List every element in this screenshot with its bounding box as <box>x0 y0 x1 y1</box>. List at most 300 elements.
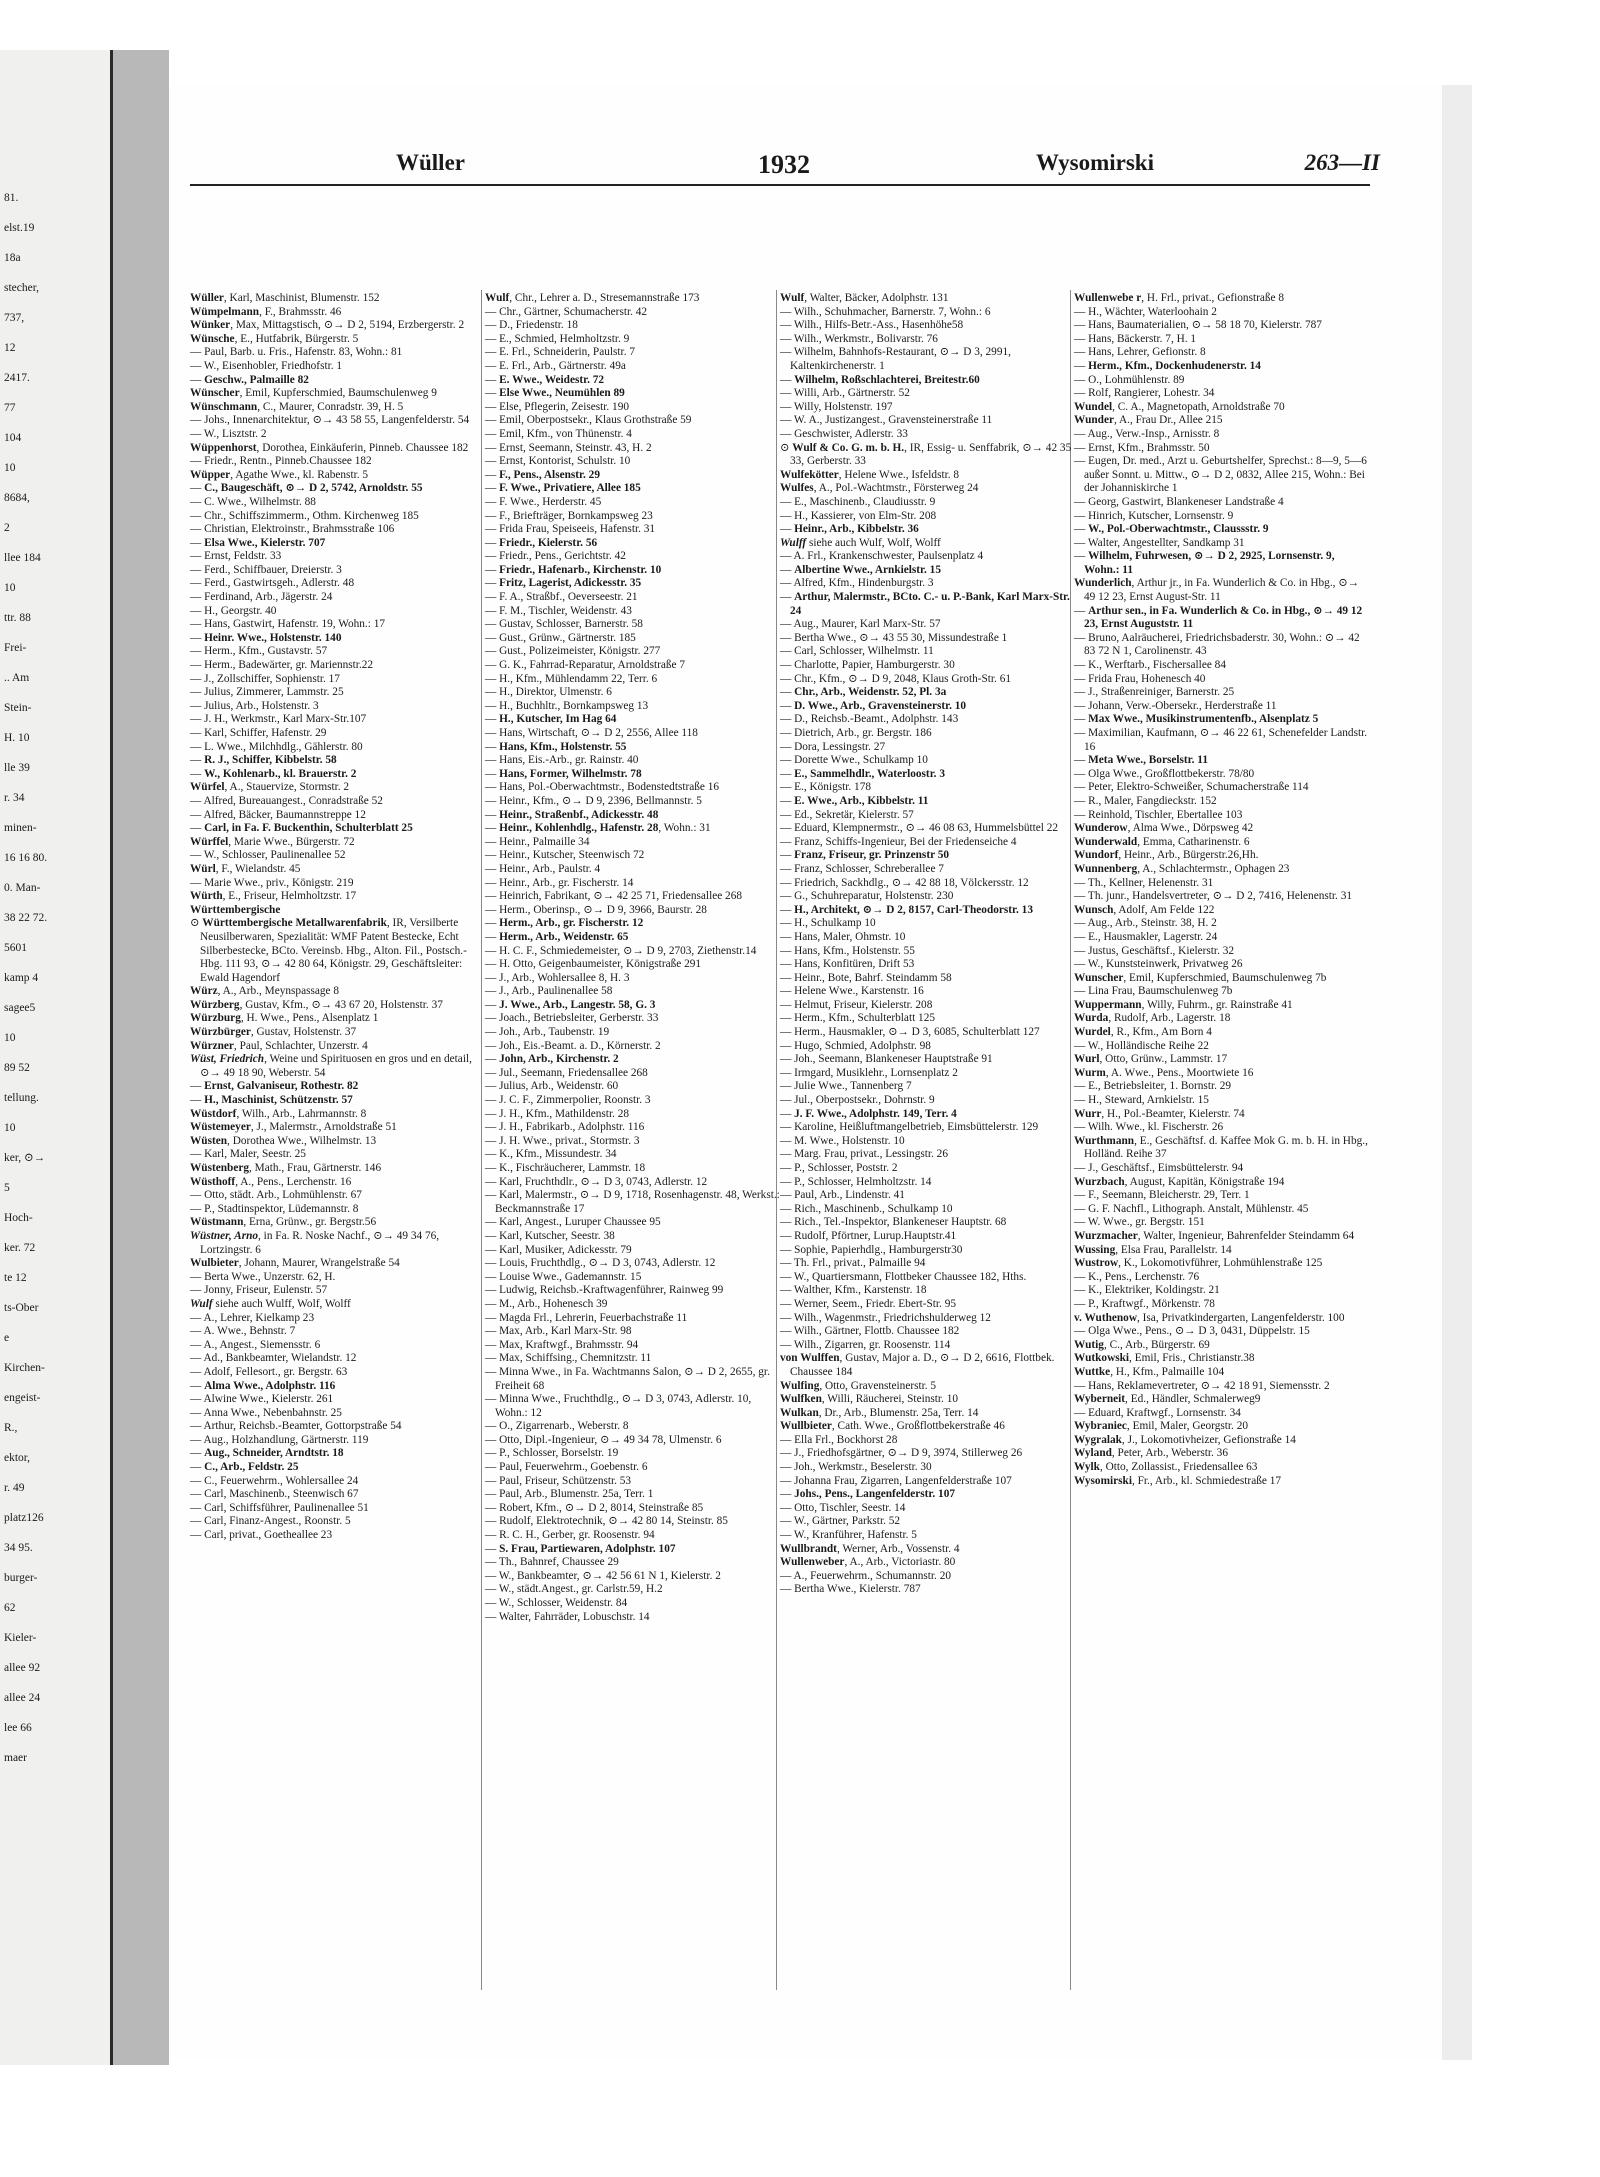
directory-entry: — Olga Wwe., Pens., ⊙→ D 3, 0431, Düppelstr. 15 <box>1074 1325 1310 1338</box>
previous-page-fragment: platz126 <box>4 1512 44 1524</box>
directory-entry: — Joach., Betriebsleiter, Gerberstr. 33 <box>485 1012 659 1025</box>
directory-entry: — R., Maler, Fangdieckstr. 152 <box>1074 794 1217 807</box>
directory-entry: — Lina Frau, Baumschulenweg 7b <box>1074 985 1233 998</box>
directory-entry: — Magda Frl., Lehrerin, Feuerbachstraße 11 <box>485 1311 688 1324</box>
directory-entry: — W., Pol.-Oberwachtmstr., Claussstr. 9 <box>1074 523 1269 536</box>
directory-entry: — Heinr., Kutscher, Steenwisch 72 <box>485 849 645 862</box>
previous-page-fragment: sagee5 <box>4 1002 36 1014</box>
previous-page-fragment: ektor, <box>4 1452 31 1464</box>
directory-entry: Wybraniec, Emil, Maler, Georgstr. 20 <box>1074 1420 1248 1433</box>
directory-entry: Wümpelmann, F., Brahmsstr. 46 <box>190 305 342 318</box>
directory-entry: — Dorette Wwe., Schulkamp 10 <box>780 754 928 767</box>
directory-entry: Würzburg, H. Wwe., Pens., Alsenplatz 1 <box>190 1012 379 1025</box>
directory-entry: — K., Elektriker, Koldingstr. 21 <box>1074 1284 1220 1297</box>
previous-page-fragment: ts-Ober <box>4 1302 39 1314</box>
directory-entry: — Herm., Hausmakler, ⊙→ D 3, 6085, Schulterblatt 127 <box>780 1026 1040 1039</box>
directory-entry: — Herm., Kfm., Dockenhudenerstr. 14 <box>1074 359 1261 372</box>
directory-entry: Wurl, Otto, Grünw., Lammstr. 17 <box>1074 1053 1228 1066</box>
directory-entry: — Carl, Finanz-Angest., Roonstr. 5 <box>190 1515 351 1528</box>
directory-entry: — Otto, städt. Arb., Lohmühlenstr. 67 <box>190 1189 362 1202</box>
directory-entry: — Wilh. Wwe., kl. Fischerstr. 26 <box>1074 1121 1224 1134</box>
previous-page-fragment: llee 184 <box>4 552 41 564</box>
directory-entry: Wyland, Peter, Arb., Weberstr. 36 <box>1074 1447 1228 1460</box>
directory-entry: — Heinr., Arb., gr. Fischerstr. 14 <box>485 876 634 889</box>
directory-entry: — Louise Wwe., Gademannstr. 15 <box>485 1270 642 1283</box>
directory-entry: — Johs., Innenarchitektur, ⊙→ 43 58 55, Langenfelderstr. 54 <box>190 414 470 427</box>
directory-column-4 <box>1074 292 1370 1488</box>
directory-entry: — Wilh., Gärtner, Flottb. Chaussee 182 <box>780 1325 960 1338</box>
previous-page-fragment: 12 <box>4 342 16 354</box>
directory-entry: — Georg, Gastwirt, Blankeneser Landstraße 4 <box>1074 495 1284 508</box>
previous-page-fragment: Frei- <box>4 642 27 654</box>
previous-page-fragment: maer <box>4 1752 27 1764</box>
directory-entry: — Ferd., Schiffbauer, Dreierstr. 3 <box>190 563 342 576</box>
directory-entry: — Walter, Fahrräder, Lobuschstr. 14 <box>485 1610 650 1623</box>
directory-entry: — J. H., Fabrikarb., Adolphstr. 116 <box>485 1121 645 1134</box>
directory-entry: — R. J., Schiffer, Kibbelstr. 58 <box>190 754 337 767</box>
directory-entry: Wuttke, H., Kfm., Palmaille 104 <box>1074 1365 1225 1378</box>
directory-entry: — H., Buchhltr., Bornkampsweg 13 <box>485 699 649 712</box>
directory-entry: — Max, Kraftwgf., Brahmsstr. 94 <box>485 1338 639 1351</box>
directory-entry: — Olga Wwe., Großflottbekerstr. 78/80 <box>1074 767 1255 780</box>
previous-page-fragment: Kirchen- <box>4 1362 45 1374</box>
directory-entry: — C., Arb., Feldstr. 25 <box>190 1461 299 1474</box>
directory-entry: — Chr., Arb., Weidenstr. 52, Pl. 3a <box>780 686 947 699</box>
directory-entry: — Franz, Schiffs-Ingenieur, Bei der Friedenseiche 4 <box>780 835 1017 848</box>
directory-entry: — Heinrich, Fabrikant, ⊙→ 42 25 71, Friedensallee 268 <box>485 890 743 903</box>
directory-entry: — Wilh., Hilfs-Betr.-Ass., Hasenhöhe58 <box>780 319 964 332</box>
directory-entry: — Jonny, Friseur, Eulenstr. 57 <box>190 1284 328 1297</box>
directory-entry: — Alfred, Bäcker, Baumannstreppe 12 <box>190 808 366 821</box>
previous-page-fragment: ker, ⊙→ <box>4 1152 46 1164</box>
directory-entry: — Sophie, Papierhdlg., Hamburgerstr30 <box>780 1243 963 1256</box>
directory-entry: Wurdel, R., Kfm., Am Born 4 <box>1074 1026 1212 1039</box>
directory-entry: — Louis, Fruchthdlg., ⊙→ D 3, 0743, Adlerstr. 12 <box>485 1257 716 1270</box>
directory-entry: — J., Arb., Paulinenallee 58 <box>485 985 613 998</box>
directory-entry: — Bruno, Aalräucherei, Friedrichsbaderstr. 30, Wohn.: ⊙→ 42 83 72 N 1, Carolinenstr. 43 <box>1074 631 1360 658</box>
directory-entry: — Karl, Kutscher, Seestr. 38 <box>485 1229 615 1242</box>
directory-entry: — Wilh., Wagenmstr., Friedrichshulderweg 12 <box>780 1311 991 1324</box>
previous-page-fragment: 2 <box>4 522 10 534</box>
directory-entry: — J., Geschäftsf., Eimsbüttelerstr. 94 <box>1074 1162 1244 1174</box>
directory-entry: — H., Wächter, Waterloohain 2 <box>1074 305 1217 318</box>
directory-column-2 <box>485 292 781 1624</box>
page-right-edge <box>1442 85 1472 2060</box>
directory-entry: — D. Wwe., Arb., Gravensteinerstr. 10 <box>780 699 967 712</box>
directory-entry: — E. Wwe., Arb., Kibbelstr. 11 <box>780 794 929 807</box>
directory-entry: — Minna Wwe., Fruchthdlg., ⊙→ D 3, 0743, Adlerstr. 10, Wohn.: 12 <box>485 1393 752 1419</box>
directory-entry: — J., Friedhofsgärtner, ⊙→ D 9, 3974, Stillerweg 26 <box>780 1447 1023 1460</box>
directory-entry: Wulfekötter, Helene Wwe., Isfeldstr. 8 <box>780 468 960 481</box>
directory-entry: — Hans, Wirtschaft, ⊙→ D 2, 2556, Allee 118 <box>485 727 698 739</box>
directory-entry: Wygralak, J., Lokomotivheizer, Gefionstraße 14 <box>1074 1433 1296 1446</box>
directory-entry: — Joh., Arb., Taubenstr. 19 <box>485 1026 610 1039</box>
directory-entry: — Reinhold, Tischler, Ebertallee 103 <box>1074 808 1243 821</box>
directory-entry: Würffel, Marie Wwe., Bürgerstr. 72 <box>190 835 355 848</box>
directory-entry: — Heinr., Palmaille 34 <box>485 835 590 848</box>
directory-entry: Wünker, Max, Mittagstisch, ⊙→ D 2, 5194, Erzbergerstr. 2 <box>190 319 465 332</box>
directory-entry: — D., Friedenstr. 18 <box>485 319 578 332</box>
directory-entry: — Heinr., Arb., Kibbelstr. 36 <box>780 523 919 536</box>
directory-entry: — Chr., Schiffszimmerm., Othm. Kirchenweg 185 <box>190 509 419 522</box>
previous-page-fragment: engeist- <box>4 1392 41 1404</box>
directory-entry: — E., Hausmakler, Lagerstr. 24 <box>1074 930 1218 943</box>
directory-entry: — Arthur, Reichsb.-Beamter, Gottorpstraße 54 <box>190 1420 402 1433</box>
directory-entry: ⊙ Wulf & Co. G. m. b. H., IR, Essig- u. Senffabrik, ⊙→ 42 35 33, Gerberstr. 33 <box>780 441 1072 468</box>
previous-page-fragment: 10 <box>4 1122 16 1134</box>
directory-entry: — Frida Frau, Speiseeis, Hafenstr. 31 <box>485 523 656 536</box>
directory-entry: Wunsch, Adolf, Am Felde 122 <box>1074 903 1215 916</box>
directory-entry: Wüstenberg, Math., Frau, Gärtnerstr. 146 <box>190 1162 382 1174</box>
directory-entry: Wurr, H., Pol.-Beamter, Kielerstr. 74 <box>1074 1107 1245 1120</box>
directory-entry: — Karl, Maler, Seestr. 25 <box>190 1148 306 1161</box>
directory-entry: — Heinr., Kfm., ⊙→ D 9, 2396, Bellmannstr. 5 <box>485 794 702 807</box>
directory-entry: — Herm., Badewärter, gr. Mariennstr.22 <box>190 659 374 672</box>
directory-entry: — E. Frl., Arb., Gärtnerstr. 49a <box>485 359 626 372</box>
directory-entry: — Paul, Feuerwehrm., Goebenstr. 6 <box>485 1461 648 1474</box>
directory-entry: — Alwine Wwe., Kielerstr. 261 <box>190 1393 334 1406</box>
directory-entry: — P., Stadtinspektor, Lüdemannstr. 8 <box>190 1202 359 1215</box>
directory-entry: — Hans, Eis.-Arb., gr. Rainstr. 40 <box>485 754 639 767</box>
directory-entry: — Friedr., Hafenarb., Kirchenstr. 10 <box>485 563 662 576</box>
directory-entry: — Frida Frau, Hohenesch 40 <box>1074 672 1206 685</box>
directory-entry: Württembergische <box>190 903 281 916</box>
directory-entry: Wullenwebe r, H. Frl., privat., Gefionstraße 8 <box>1074 292 1285 304</box>
directory-entry: — Chr., Kfm., ⊙→ D 9, 2048, Klaus Groth-Str. 61 <box>780 672 1012 685</box>
previous-page-fragment: e <box>4 1332 10 1344</box>
directory-entry: Wurm, A. Wwe., Pens., Moortwiete 16 <box>1074 1066 1254 1079</box>
directory-entry: — A., Angest., Siemensstr. 6 <box>190 1338 321 1351</box>
directory-entry: — Heinr., Arb., Paulstr. 4 <box>485 862 601 875</box>
directory-entry: — Wilh., Zigarren, gr. Roosenstr. 114 <box>780 1338 951 1351</box>
directory-entry: — Ernst, Kfm., Brahmsstr. 50 <box>1074 441 1210 454</box>
directory-entry: — Joh., Werkmstr., Beselerstr. 30 <box>780 1461 932 1474</box>
directory-entry: Wutig, C., Arb., Bürgerstr. 69 <box>1074 1338 1210 1351</box>
directory-entry: — Carl, Schiffsführer, Paulinenallee 51 <box>190 1501 369 1514</box>
directory-entry: — W., Kunststeinwerk, Privatweg 26 <box>1074 958 1243 971</box>
directory-entry: Wyberneit, Ed., Händler, Schmalerweg9 <box>1074 1393 1261 1406</box>
directory-entry: — P., Schlosser, Poststr. 2 <box>780 1162 898 1174</box>
directory-entry: — Irmgard, Musiklehr., Lornsenplatz 2 <box>780 1066 958 1079</box>
directory-entry: — E., Maschinenb., Claudiusstr. 9 <box>780 495 936 508</box>
directory-entry: — John, Arb., Kirchenstr. 2 <box>485 1053 619 1066</box>
directory-entry: — W., Eisenhobler, Friedhofstr. 1 <box>190 359 343 372</box>
directory-entry: — S. Frau, Partiewaren, Adolphstr. 107 <box>485 1542 676 1555</box>
directory-entry: Wüller, Karl, Maschinist, Blumenstr. 152 <box>190 292 380 304</box>
directory-entry: Wünschmann, C., Maurer, Conradstr. 39, H. 5 <box>190 400 404 413</box>
directory-entry: — Th., Kellner, Helenenstr. 31 <box>1074 876 1214 889</box>
directory-entry: — C. Wwe., Wilhelmstr. 88 <box>190 495 316 508</box>
directory-entry: — Eduard, Kraftwgf., Lornsenstr. 34 <box>1074 1406 1241 1419</box>
directory-entry: — Emil, Kfm., von Thünenstr. 4 <box>485 427 632 440</box>
previous-page-fragment: 10 <box>4 462 16 474</box>
directory-entry: — Rich., Maschinenb., Schulkamp 10 <box>780 1202 953 1215</box>
directory-entry: — E., Betriebsleiter, 1. Bornstr. 29 <box>1074 1080 1232 1093</box>
directory-entry: Wünsche, E., Hutfabrik, Bürgerstr. 5 <box>190 332 359 345</box>
directory-entry: — Carl, Maschinenb., Steenwisch 67 <box>190 1488 359 1501</box>
previous-page-fragment: 77 <box>4 402 16 414</box>
directory-entry: Wüst, Friedrich, Weine und Spirituosen en gros und en detail, ⊙→ 49 18 90, Weberstr. 54 <box>190 1053 472 1079</box>
directory-entry: — A. Frl., Krankenschwester, Paulsenplatz 4 <box>780 550 984 563</box>
header-rule <box>190 184 1370 186</box>
directory-entry: ⊙ Württembergische Metallwarenfabrik, IR, Versilberte Neusilberwaren, Spezialität: WMF Patent Bestecke, Echt Silberbestecke, BCto. Vereinsb. Hbg., Alton. Fil., Postsch.- Hbg. 111 93, ⊙→ 42 80 64, Königstr. 29, Geschäftsleiter: Ewald Hagendorf <box>190 917 467 984</box>
directory-entry: — Th. Frl., privat., Palmaille 94 <box>780 1257 926 1270</box>
directory-entry: Würz, A., Arb., Meynspassage 8 <box>190 985 340 998</box>
directory-entry: — Friedr., Kielerstr. 56 <box>485 536 598 549</box>
directory-entry: Würfel, A., Stauervize, Stormstr. 2 <box>190 781 350 794</box>
directory-entry: Wurzmacher, Walter, Ingenieur, Bahrenfelder Steindamm 64 <box>1074 1229 1355 1242</box>
directory-entry: — F. Wwe., Privatiere, Allee 185 <box>485 482 641 495</box>
directory-entry: — Karl, Schiffer, Hafenstr. 29 <box>190 727 327 739</box>
directory-entry: Wurda, Rudolf, Arb., Lagerstr. 18 <box>1074 1012 1231 1025</box>
directory-entry: — A., Lehrer, Kielkamp 23 <box>190 1311 315 1324</box>
directory-entry: — W., Bankbeamter, ⊙→ 42 56 61 N 1, Kielerstr. 2 <box>485 1569 721 1582</box>
directory-entry: — Marie Wwe., priv., Königstr. 219 <box>190 876 354 889</box>
previous-page-fragment: 8684, <box>4 492 30 504</box>
directory-entry: — Alfred, Kfm., Hindenburgstr. 3 <box>780 577 934 590</box>
directory-entry: Wünscher, Emil, Kupferschmied, Baumschulenweg 9 <box>190 387 437 400</box>
directory-entry: — Carl, Schlosser, Wilhelmstr. 11 <box>780 645 934 658</box>
directory-entry: — W., Lisztstr. 2 <box>190 427 267 440</box>
directory-entry: — J., Arb., Wohlersallee 8, H. 3 <box>485 971 630 984</box>
directory-entry: — Arthur, Malermstr., BCto. C.- u. P.-Bank, Karl Marx-Str. 24 <box>780 591 1070 617</box>
directory-entry: — Joh., Seemann, Blankeneser Hauptstraße 91 <box>780 1053 993 1066</box>
previous-page-fragment: Hoch- <box>4 1212 33 1224</box>
directory-entry: — Maximilian, Kaufmann, ⊙→ 46 22 61, Schenefelder Landstr. 16 <box>1074 727 1368 753</box>
directory-entry: Wundel, C. A., Magnetopath, Arnoldstraße 70 <box>1074 400 1285 413</box>
directory-entry: — Ludwig, Reichsb.-Kraftwagenführer, Rainweg 99 <box>485 1284 724 1297</box>
directory-entry: — Otto, Tischler, Seestr. 14 <box>780 1501 906 1514</box>
directory-entry: — Helene Wwe., Karstenstr. 16 <box>780 985 924 998</box>
directory-entry: — Geschwister, Adlerstr. 33 <box>780 427 908 440</box>
directory-entry: — D., Reichsb.-Beamt., Adolphstr. 143 <box>780 713 959 726</box>
previous-page-fragment: 0. Man- <box>4 882 41 894</box>
directory-entry: — Aug., Verw.-Insp., Arnisstr. 8 <box>1074 427 1220 440</box>
directory-entry: — Hans, Bäckerstr. 7, H. 1 <box>1074 332 1197 345</box>
directory-entry: — Justus, Geschäftsf., Kielerstr. 32 <box>1074 944 1235 957</box>
directory-entry: — Peter, Elektro-Schweißer, Schumacherstraße 114 <box>1074 781 1309 794</box>
directory-entry: — W., Gärtner, Parkstr. 52 <box>780 1515 901 1528</box>
directory-entry: Wullenweber, A., Arb., Victoriastr. 80 <box>780 1556 956 1569</box>
directory-entry: — Th. junr., Handelsvertreter, ⊙→ D 2, 7416, Helenenstr. 31 <box>1074 890 1352 903</box>
previous-page-fragment: r. 34 <box>4 792 25 804</box>
header-page-number: 263—II <box>1304 150 1380 175</box>
directory-entry: — Rich., Tel.-Inspektor, Blankeneser Hauptstr. 68 <box>780 1216 1007 1229</box>
directory-entry: Wüstemeyer, J., Malermstr., Arnoldstraße 51 <box>190 1121 397 1134</box>
directory-entry: — Aug., Schneider, Arndtstr. 18 <box>190 1447 344 1460</box>
directory-entry: — E., Sammelhdlr., Waterloostr. 3 <box>780 767 945 780</box>
directory-entry: — W., Schlosser, Paulinenallee 52 <box>190 849 346 862</box>
previous-page-fragment: H. 10 <box>4 732 30 744</box>
directory-entry: — Gustav, Schlosser, Barnerstr. 58 <box>485 618 643 631</box>
directory-entry: — E., Schmied, Helmholtzstr. 9 <box>485 332 630 345</box>
directory-entry: — Willy, Holstenstr. 197 <box>780 400 893 413</box>
directory-entry: — Carl, in Fa. F. Buckenthin, Schulterblatt 25 <box>190 822 413 835</box>
directory-entry: Wussing, Elsa Frau, Parallelstr. 14 <box>1074 1243 1232 1256</box>
directory-entry: — G. F. Nachfl., Lithograph. Anstalt, Mühlenstr. 45 <box>1074 1202 1309 1215</box>
previous-page-fragment: stecher, <box>4 282 39 294</box>
directory-entry: — Ad., Bankbeamter, Wielandstr. 12 <box>190 1352 357 1365</box>
directory-entry: — J. C. F., Zimmerpolier, Roonstr. 3 <box>485 1094 651 1107</box>
directory-entry: — G. K., Fahrrad-Reparatur, Arnoldstraße 7 <box>485 659 686 672</box>
directory-entry: — Ferdinand, Arb., Jägerstr. 24 <box>190 591 333 604</box>
directory-entry: Wüstmann, Erna, Grünw., gr. Bergstr.56 <box>190 1216 377 1229</box>
directory-entry: — Christian, Elektroinstr., Brahmsstraße 106 <box>190 523 395 536</box>
directory-entry: — Elsa Wwe., Kielerstr. 707 <box>190 536 326 549</box>
directory-entry: — Chr., Gärtner, Schumacherstr. 42 <box>485 305 648 318</box>
directory-entry: Wulf, Walter, Bäcker, Adolphstr. 131 <box>780 292 949 304</box>
directory-entry: Wulfing, Otto, Gravensteinerstr. 5 <box>780 1379 937 1392</box>
directory-entry: — Rudolf, Pförtner, Lurup.Hauptstr.41 <box>780 1229 957 1242</box>
directory-entry: — Max Wwe., Musikinstrumentenfb., Alsenplatz 5 <box>1074 713 1319 726</box>
directory-entry: Wüstner, Arno, in Fa. R. Noske Nachf., ⊙→ 49 34 76, Lortzingstr. 6 <box>190 1229 440 1256</box>
directory-entry: — H. Otto, Geigenbaumeister, Königstraße 291 <box>485 958 702 971</box>
book-binding <box>113 50 169 2065</box>
directory-entry: — F. Wwe., Herderstr. 45 <box>485 495 602 508</box>
directory-entry: — Hans, Kfm., Holstenstr. 55 <box>485 740 627 753</box>
directory-entry: — Willi, Arb., Gärtnerstr. 52 <box>780 387 910 400</box>
previous-page-fragment: 5601 <box>4 942 27 954</box>
directory-entry: — Anna Wwe., Nebenbahnstr. 25 <box>190 1406 342 1419</box>
previous-page-fragment: 34 95. <box>4 1542 33 1554</box>
directory-entry: — Max, Schiffsing., Chemnitzstr. 11 <box>485 1352 652 1365</box>
directory-entry: — W., Holländische Reihe 22 <box>1074 1039 1209 1052</box>
directory-entry: — Wilhelm, Roßschlachterei, Breitestr.60 <box>780 373 980 386</box>
directory-entry: — Johanna Frau, Zigarren, Langenfelderstraße 107 <box>780 1474 1012 1487</box>
directory-entry: — Wilh., Schuhmacher, Barnerstr. 7, Wohn.: 6 <box>780 305 991 318</box>
directory-entry: — K., Fischräucherer, Lammstr. 18 <box>485 1162 646 1174</box>
directory-entry: — Hans, Kfm., Holstenstr. 55 <box>780 944 915 957</box>
previous-page-fragment: .. Am <box>4 672 30 684</box>
directory-entry: — F., Seemann, Bleicherstr. 29, Terr. 1 <box>1074 1189 1250 1202</box>
directory-entry: Wullbrandt, Werner, Arb., Vossenstr. 4 <box>780 1542 960 1555</box>
directory-entry: — J., Zollschiffer, Sophienstr. 17 <box>190 672 340 685</box>
directory-entry: — Jul., Seemann, Friedensallee 268 <box>485 1066 648 1079</box>
directory-column-1 <box>190 292 486 1543</box>
directory-entry: — Aug., Arb., Steinstr. 38, H. 2 <box>1074 917 1217 930</box>
previous-page-fragment: minen- <box>4 822 37 834</box>
directory-entry: — Herm., Oberinsp., ⊙→ D 9, 3966, Baurstr. 28 <box>485 903 707 916</box>
directory-entry: — Gust., Polizeimeister, Königstr. 277 <box>485 645 661 658</box>
previous-page-fragment: kamp 4 <box>4 972 39 984</box>
directory-entry: — Hans, Baumaterialien, ⊙→ 58 18 70, Kielerstr. 787 <box>1074 319 1322 332</box>
directory-entry: — H., Georgstr. 40 <box>190 604 277 617</box>
directory-entry: — H. C. F., Schmiedemeister, ⊙→ D 9, 2703, Ziethenstr.14 <box>485 944 757 957</box>
directory-entry: — Hans, Reklamevertreter, ⊙→ 42 18 91, Siemensstr. 2 <box>1074 1379 1330 1392</box>
directory-entry: — W., Schlosser, Weidenstr. 84 <box>485 1597 628 1609</box>
directory-entry: — A. Wwe., Behnstr. 7 <box>190 1325 296 1338</box>
directory-entry: — Aug., Holzhandlung, Gärtnerstr. 119 <box>190 1433 369 1446</box>
previous-page-fragment: 16 16 80. <box>4 852 48 864</box>
directory-entry: Würzberg, Gustav, Kfm., ⊙→ 43 67 20, Holstenstr. 37 <box>190 998 443 1011</box>
directory-entry: — W., Quartiersmann, Flottbeker Chaussee 182, Hths. <box>780 1270 1027 1283</box>
directory-entry: Wurthmann, E., Geschäftsf. d. Kaffee Mok G. m. b. H. in Hbg., Holländ. Reihe 37 <box>1074 1134 1368 1161</box>
previous-page-fragment: 10 <box>4 582 16 594</box>
directory-entry: — Ernst, Feldstr. 33 <box>190 550 282 563</box>
directory-entry: — Walther, Kfm., Karstenstr. 18 <box>780 1284 927 1297</box>
directory-entry: — Karl, Fruchthdlr., ⊙→ D 3, 0743, Adlerstr. 12 <box>485 1175 708 1188</box>
header-right-keyword: Wysomirski <box>1036 150 1154 175</box>
directory-entry: — Wilh., Werkmstr., Bolivarstr. 76 <box>780 332 938 345</box>
directory-entry: — G., Schuhreparatur, Holstenstr. 230 <box>780 890 954 903</box>
previous-page-fragment: 104 <box>4 432 22 444</box>
directory-entry: — H., Maschinist, Schützenstr. 57 <box>190 1094 353 1107</box>
directory-entry: — Heinr., Bote, Bahrf. Steindamm 58 <box>780 971 952 984</box>
directory-entry: — Dietrich, Arb., gr. Bergstr. 186 <box>780 727 932 739</box>
directory-entry: — A., Feuerwehrm., Schumannstr. 20 <box>780 1569 952 1582</box>
previous-page-fragment: lee 66 <box>4 1722 32 1734</box>
directory-entry: — Karl, Musiker, Adickesstr. 79 <box>485 1243 632 1256</box>
directory-entry: — Ferd., Gastwirtsgeh., Adlerstr. 48 <box>190 577 355 590</box>
directory-entry: — Hans, Former, Wilhelmstr. 78 <box>485 767 642 780</box>
previous-page-fragment: lle 39 <box>4 762 30 774</box>
directory-entry: — R. C. H., Gerber, gr. Roosenstr. 94 <box>485 1529 655 1542</box>
directory-entry: — H., Architekt, ⊙→ D 2, 8157, Carl-Theodorstr. 13 <box>780 903 1033 916</box>
directory-entry: Wuppermann, Willy, Fuhrm., gr. Rainstraße 41 <box>1074 998 1293 1011</box>
page-header <box>180 150 1380 180</box>
directory-entry: — Herm., Arb., gr. Fischerstr. 12 <box>485 917 644 930</box>
directory-entry: — Rolf, Rangierer, Lohestr. 34 <box>1074 387 1215 400</box>
directory-entry: — Julius, Arb., Holstenstr. 3 <box>190 699 319 712</box>
directory-entry: — K., Pens., Lerchenstr. 76 <box>1074 1270 1200 1283</box>
directory-entry: — J. F. Wwe., Adolphstr. 149, Terr. 4 <box>780 1107 957 1120</box>
directory-entry: — F., Briefträger, Bornkampsweg 23 <box>485 509 653 522</box>
directory-entry: — O., Lohmühlenstr. 89 <box>1074 373 1185 386</box>
directory-entry: — Julius, Zimmerer, Lammstr. 25 <box>190 686 344 699</box>
directory-entry: — Eugen, Dr. med., Arzt u. Geburtshelfer, Sprechst.: 8—9, 5—6 außer Sonnt. u. Mittw., ⊙→ D 2, 0832, Allee 215, Wohn.: Bei der Johanniskirche 1 <box>1074 455 1367 495</box>
previous-page-fragment: te 12 <box>4 1272 27 1284</box>
previous-page-fragment: 10 <box>4 1032 16 1044</box>
directory-entry: Würzbürger, Gustav, Holstenstr. 37 <box>190 1026 357 1039</box>
directory-entry: — Otto, Dipl.-Ingenieur, ⊙→ 49 34 78, Ulmenstr. 6 <box>485 1433 722 1446</box>
previous-page-fragment: Kieler- <box>4 1632 37 1644</box>
previous-page-fragment: Stein- <box>4 702 32 714</box>
previous-page-fragment: 89 52 <box>4 1062 30 1074</box>
directory-entry: — E. Wwe., Weidestr. 72 <box>485 373 605 386</box>
directory-entry: Wysomirski, Fr., Arb., kl. Schmiedestraße 17 <box>1074 1474 1281 1487</box>
directory-entry: Würzner, Paul, Schlachter, Unzerstr. 4 <box>190 1039 368 1052</box>
directory-entry: — J. H., Werkmstr., Karl Marx-Str.107 <box>190 713 367 726</box>
directory-entry: von Wulffen, Gustav, Major a. D., ⊙→ D 2, 6616, Flottbek. Chaussee 184 <box>780 1352 1055 1378</box>
directory-entry: — Herm., Kfm., Gustavstr. 57 <box>190 645 328 658</box>
directory-entry: — P., Schlosser, Helmholtzstr. 14 <box>780 1175 932 1188</box>
directory-entry: — J., Straßenreiniger, Barnerstr. 25 <box>1074 686 1235 699</box>
directory-entry: Würth, E., Friseur, Helmholtzstr. 17 <box>190 890 357 903</box>
directory-entry: — Arthur sen., in Fa. Wunderlich & Co. in Hbg., ⊙→ 49 12 23, Ernst Auguststr. 11 <box>1074 604 1363 631</box>
previous-page-fragment: r. 49 <box>4 1482 25 1494</box>
directory-entry: Wulbieter, Johann, Maurer, Wrangelstraße 54 <box>190 1257 400 1270</box>
directory-entry: — Julie Wwe., Tannenberg 7 <box>780 1080 912 1093</box>
directory-entry: — Wilhelm, Bahnhofs-Restaurant, ⊙→ D 3, 2991, Kaltenkirchenerstr. 1 <box>780 346 1011 372</box>
directory-entry: — Alma Wwe., Adolphstr. 116 <box>190 1379 336 1392</box>
directory-entry: — Fritz, Lagerist, Adickesstr. 35 <box>485 577 642 590</box>
directory-entry: — Franz, Friseur, gr. Prinzenstr 50 <box>780 849 950 862</box>
directory-entry: Wunderow, Alma Wwe., Dörpsweg 42 <box>1074 822 1254 835</box>
directory-entry: — Paul, Arb., Blumenstr. 25a, Terr. 1 <box>485 1488 654 1501</box>
directory-entry: — H., Schulkamp 10 <box>780 917 876 930</box>
directory-entry: Wüstdorf, Wilh., Arb., Lahrmannstr. 8 <box>190 1107 367 1120</box>
directory-entry: Wulkan, Dr., Arb., Blumenstr. 25a, Terr. 14 <box>780 1406 979 1419</box>
directory-entry: — Heinr. Wwe., Holstenstr. 140 <box>190 631 342 644</box>
directory-entry: — Paul, Barb. u. Fris., Hafenstr. 83, Wohn.: 81 <box>190 346 403 359</box>
previous-page-edge <box>0 50 113 2065</box>
directory-entry: — K., Kfm., Missundestr. 34 <box>485 1148 617 1161</box>
directory-entry: — Julius, Arb., Weidenstr. 60 <box>485 1080 619 1093</box>
directory-entry: — M. Wwe., Holstenstr. 10 <box>780 1134 905 1147</box>
directory-entry: — Bertha Wwe., Kielerstr. 787 <box>780 1583 921 1596</box>
previous-page-fragment: burger- <box>4 1572 38 1584</box>
directory-entry: — W. Wwe., gr. Bergstr. 151 <box>1074 1216 1205 1229</box>
